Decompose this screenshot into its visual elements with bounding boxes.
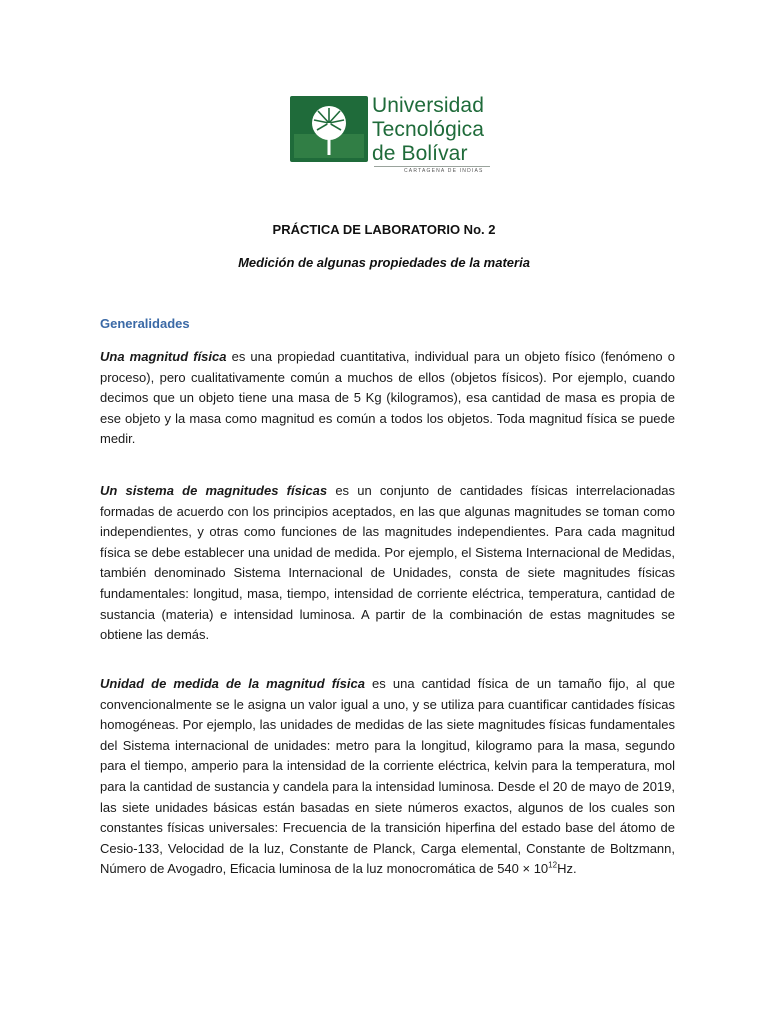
- paragraph-sistema-magnitudes: [100, 481, 675, 646]
- paragraph-text: es una propiedad cuantitativa, individual para un objeto físico (fenómeno o proceso), pero cualitativamente común a muchos de ellos (objetos físicos). Por ejemplo, cuando decimos que un objeto tiene una masa de 5 Kg (kilogramos), esa cantidad de masa es propia de ese objeto y la masa como magnitud es común a todos los objetos. Toda magnitud física se puede medir.: [100, 349, 675, 447]
- exponent: 12: [548, 861, 558, 871]
- palm-tree-icon: [290, 96, 368, 162]
- logo-line-2: Tecnológica: [372, 118, 485, 141]
- logo-tagline: CARTAGENA DE INDIAS: [404, 168, 484, 174]
- document-title: PRÁCTICA DE LABORATORIO No. 2: [272, 222, 496, 237]
- paragraph-magnitud-fisica: [100, 347, 675, 450]
- logo-divider: [374, 166, 490, 167]
- logo-wordmark: [372, 94, 484, 166]
- paragraph-text: es un conjunto de cantidades físicas interrelacionadas formadas de acuerdo con los principios aceptados, en las que algunas magnitudes se toman como independientes, y otras como funciones de las magnitudes independientes. Para cada magnitud física se debe establecer una unidad de medida. Por ejemplo, el Sistema Internacional de Medidas, también denominado Sistema Internacional de Unidades, consta de siete magnitudes físicas fundamentales: longitud, masa, tiempo, intensidad de corriente eléctrica, temperatura, cantidad de sustancia (materia) e intensidad luminosa. A partir de la combinación de estas magnitudes se obtiene las demás.: [100, 483, 676, 643]
- paragraph-tail: Hz.: [557, 861, 577, 877]
- section-heading: Generalidades: [100, 316, 190, 331]
- paragraph-unidad-medida: [100, 674, 675, 880]
- paragraph-term: Una magnitud física: [100, 349, 227, 364]
- paragraph-term: Un sistema de magnitudes físicas: [100, 483, 328, 498]
- paragraph-text: es una cantidad física de un tamaño fijo, al que convencionalmente se le asigna un valor igual a uno, y se utiliza para cuantificar cantidades físicas homogéneas. Por ejemplo, las unidades de medidas de las siete magnitudes físicas fundamentales del Sistema internacional de unidades: metro para la longitud, kilogramo para la masa, segundo para el tiempo, amperio para la intensidad de la corriente eléctrica, kelvin para la temperatura, mol para la cantidad de sustancia y candela para la intensidad luminosa. Desde el 20 de mayo de 2019, las siete unidades básicas están basadas en siete números exactos, algunos de los cuales son constantes físicas universales: Frecuencia de la transición hiperfina del estado base del átomo de Cesio-133, Velocidad de la luz, Constante de Planck, Carga elemental, Constante de Boltzmann, Número de Avogadro, Eficacia luminosa de la luz monocromática de 540 × 10: [100, 676, 675, 877]
- university-logo: [290, 94, 490, 180]
- logo-line-3: de Bolívar: [372, 142, 468, 165]
- document-subtitle: Medición de algunas propiedades de la materia: [238, 255, 530, 270]
- logo-line-1: Universidad: [372, 94, 484, 117]
- paragraph-term: Unidad de medida de la magnitud física: [100, 676, 365, 691]
